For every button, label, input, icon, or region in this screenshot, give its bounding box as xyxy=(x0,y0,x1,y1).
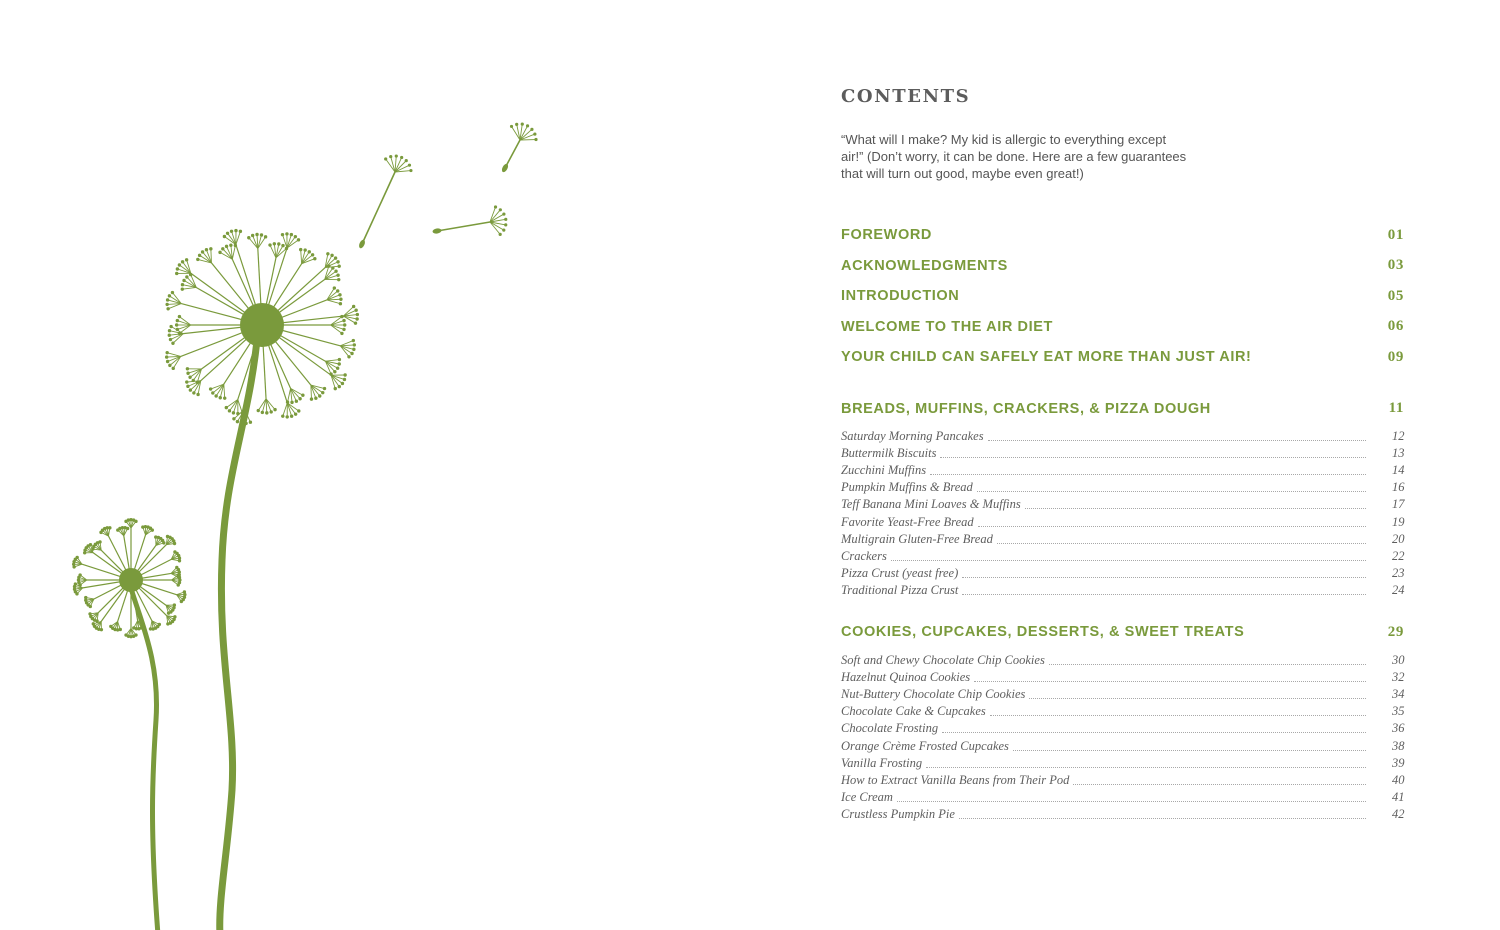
recipe-page: 41 xyxy=(1392,790,1405,805)
dot-leader xyxy=(959,818,1366,819)
intro-text: “What will I make? My kid is allergic to everything except air!” (Don’t worry, it can be done. Here are a few guarantees that will turn out good, maybe even great!) xyxy=(841,132,1187,181)
recipe-page: 24 xyxy=(1392,583,1405,598)
recipe-entry[interactable] xyxy=(841,754,1404,771)
dot-leader xyxy=(891,560,1366,561)
toc-entry-title: FOREWORD xyxy=(841,227,932,244)
recipe-page: 32 xyxy=(1392,669,1405,684)
recipe-page: 19 xyxy=(1392,514,1405,529)
recipe-title: Hazelnut Quinoa Cookies xyxy=(841,669,971,684)
recipe-title: Chocolate Frosting xyxy=(841,721,939,736)
recipe-entry[interactable] xyxy=(841,444,1404,461)
recipe-page: 35 xyxy=(1392,704,1405,719)
recipe-page: 40 xyxy=(1392,772,1405,787)
toc-entry-title: WELCOME TO THE AIR DIET xyxy=(841,318,1053,335)
dot-leader xyxy=(990,715,1366,716)
recipe-page: 34 xyxy=(1392,686,1405,701)
toc-entry-page: 06 xyxy=(1387,318,1404,335)
recipe-page: 39 xyxy=(1392,755,1405,770)
recipe-title: Pumpkin Muffins & Bread xyxy=(841,480,973,495)
recipe-title: Chocolate Cake & Cupcakes xyxy=(841,704,986,719)
dot-leader xyxy=(1029,698,1366,699)
recipe-entry[interactable] xyxy=(841,478,1404,495)
recipe-entry[interactable] xyxy=(841,685,1404,702)
dot-leader xyxy=(997,543,1366,544)
recipe-title: Saturday Morning Pancakes xyxy=(841,428,984,443)
dot-leader xyxy=(926,767,1366,768)
recipe-title: Multigrain Gluten-Free Bread xyxy=(841,531,993,546)
recipe-title: Orange Crème Frosted Cupcakes xyxy=(841,738,1009,753)
toc-entry-page: 09 xyxy=(1387,348,1404,365)
table-of-contents xyxy=(841,86,1404,822)
recipe-page: 14 xyxy=(1392,463,1405,478)
recipe-title: Vanilla Frosting xyxy=(841,755,923,770)
dandelion-heads xyxy=(72,229,359,639)
toc-entry-page: 03 xyxy=(1387,257,1404,274)
recipe-entry[interactable] xyxy=(841,702,1404,719)
recipe-entry[interactable] xyxy=(841,650,1404,667)
toc-entry-title: ACKNOWLEDGMENTS xyxy=(841,257,1008,274)
dot-leader xyxy=(1073,784,1366,785)
toc-entry-title: YOUR CHILD CAN SAFELY EAT MORE THAN JUST AIR! xyxy=(841,349,1252,366)
recipe-page: 38 xyxy=(1392,738,1405,753)
toc-entry-title: INTRODUCTION xyxy=(841,288,960,305)
dot-leader xyxy=(940,457,1366,458)
toc-entry-page: 05 xyxy=(1387,287,1404,304)
recipe-page: 36 xyxy=(1392,721,1405,736)
section-heading[interactable] xyxy=(841,617,1404,647)
section-title: COOKIES, CUPCAKES, DESSERTS, & SWEET TREATS xyxy=(841,624,1245,641)
dot-leader xyxy=(1025,508,1366,509)
dot-leader xyxy=(942,732,1366,733)
dot-leader xyxy=(897,801,1366,802)
recipe-entry[interactable] xyxy=(841,771,1404,788)
recipe-list xyxy=(841,650,1404,822)
dot-leader xyxy=(1049,664,1366,665)
dandelion-illustration xyxy=(0,0,620,930)
recipe-title: How to Extract Vanilla Beans from Their Pod xyxy=(841,772,1070,787)
toc-entry[interactable] xyxy=(841,342,1404,373)
recipe-entry[interactable] xyxy=(841,564,1404,581)
recipe-entry[interactable] xyxy=(841,668,1404,685)
recipe-title: Traditional Pizza Crust xyxy=(841,583,959,598)
recipe-entry[interactable] xyxy=(841,719,1404,736)
dot-leader xyxy=(974,681,1366,682)
page-title: CONTENTS xyxy=(841,86,971,107)
section-page: 11 xyxy=(1388,400,1404,416)
dot-leader xyxy=(1013,750,1366,751)
recipe-page: 30 xyxy=(1392,652,1405,667)
recipe-page: 16 xyxy=(1392,480,1405,495)
recipe-list xyxy=(841,427,1404,599)
dot-leader xyxy=(988,440,1366,441)
floating-seed xyxy=(501,123,538,174)
recipe-entry[interactable] xyxy=(841,581,1404,598)
recipe-title: Nut-Buttery Chocolate Chip Cookies xyxy=(841,686,1026,701)
recipe-page: 20 xyxy=(1392,531,1405,546)
section-page: 29 xyxy=(1387,623,1404,640)
recipe-page: 22 xyxy=(1392,549,1405,563)
dot-leader xyxy=(977,491,1366,492)
recipe-entry[interactable] xyxy=(841,427,1404,444)
toc-entry[interactable] xyxy=(841,281,1404,312)
floating-seed xyxy=(432,205,507,236)
toc-entry[interactable] xyxy=(841,220,1404,251)
large-dandelion-head xyxy=(165,229,359,425)
dot-leader xyxy=(978,526,1366,527)
recipe-entry[interactable] xyxy=(841,512,1404,529)
recipe-title: Ice Cream xyxy=(841,790,893,805)
recipe-entry[interactable] xyxy=(841,547,1404,564)
recipe-page: 13 xyxy=(1392,445,1405,460)
toc-section-breads xyxy=(841,394,1404,599)
section-title: BREADS, MUFFINS, CRACKERS, & PIZZA DOUGH xyxy=(841,400,1211,417)
dot-leader xyxy=(962,577,1366,578)
dot-leader xyxy=(930,474,1366,475)
recipe-entry[interactable] xyxy=(841,530,1404,547)
recipe-page: 23 xyxy=(1392,566,1405,581)
recipe-page: 12 xyxy=(1392,428,1405,443)
recipe-title: Crackers xyxy=(841,549,887,563)
floating-seeds xyxy=(358,123,538,250)
recipe-title: Pizza Crust (yeast free) xyxy=(841,566,959,581)
toc-section-cookies xyxy=(841,617,1404,822)
recipe-entry[interactable] xyxy=(841,805,1404,822)
main-entries xyxy=(841,220,1404,373)
recipe-page: 17 xyxy=(1392,497,1405,512)
recipe-title: Buttermilk Biscuits xyxy=(841,445,937,460)
recipe-page: 42 xyxy=(1392,807,1405,822)
recipe-title: Teff Banana Mini Loaves & Muffins xyxy=(841,497,1021,512)
floating-seed xyxy=(358,154,413,249)
small-dandelion-head xyxy=(72,518,187,638)
section-heading[interactable] xyxy=(841,394,1404,424)
toc-entry[interactable] xyxy=(841,312,1404,343)
recipe-entry[interactable] xyxy=(841,788,1404,805)
recipe-title: Zucchini Muffins xyxy=(841,463,927,478)
recipe-entry[interactable] xyxy=(841,736,1404,753)
recipe-title: Crustless Pumpkin Pie xyxy=(841,807,955,822)
recipe-title: Favorite Yeast-Free Bread xyxy=(841,514,974,529)
recipe-title: Soft and Chewy Chocolate Chip Cookies xyxy=(841,652,1045,667)
recipe-entry[interactable] xyxy=(841,461,1404,478)
recipe-entry[interactable] xyxy=(841,495,1404,512)
dot-leader xyxy=(962,594,1366,595)
toc-entry-page: 01 xyxy=(1387,226,1404,243)
toc-entry[interactable] xyxy=(841,251,1404,282)
